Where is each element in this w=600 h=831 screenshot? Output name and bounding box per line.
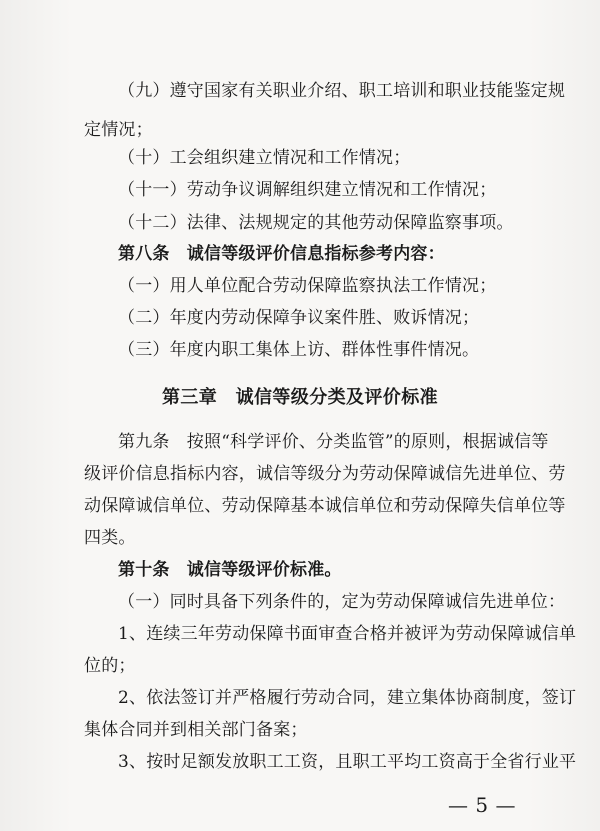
condition-1-line-1: 1、连续三年劳动保障书面审查合格并被评为劳动保障诚信单 bbox=[118, 624, 577, 644]
article-10-item-1: （一）同时具备下列条件的，定为劳动保障诚信先进单位： bbox=[118, 592, 566, 612]
clause-10-line: （十）工会组织建立情况和工作情况； bbox=[118, 148, 411, 168]
page-number: — 5 — bbox=[448, 793, 516, 817]
clause-12-line: （十二）法律、法规规定的其他劳动保障监察事项。 bbox=[118, 213, 514, 233]
article-8-item-3: （三）年度内职工集体上访、群体性事件情况。 bbox=[118, 340, 480, 360]
article-9-line-2: 级评价信息指标内容，诚信等级分为劳动保障诚信先进单位、劳 bbox=[84, 464, 566, 484]
clause-9-line-1: （九）遵守国家有关职业介绍、职工培训和职业技能鉴定规 bbox=[118, 81, 566, 101]
condition-2-line-2: 集体合同并到相关部门备案； bbox=[84, 720, 308, 740]
article-8-heading: 第八条 诚信等级评价信息指标参考内容： bbox=[118, 244, 445, 264]
article-9-line-1: 第九条 按照“科学评价、分类监管”的原则，根据诚信等 bbox=[118, 432, 549, 452]
article-9-line-4: 四类。 bbox=[84, 528, 136, 548]
clause-9-line-2: 定情况； bbox=[84, 120, 153, 140]
clause-11-line: （十一）劳动争议调解组织建立情况和工作情况； bbox=[118, 180, 497, 200]
article-10-heading: 第十条 诚信等级评价标准。 bbox=[118, 560, 342, 580]
condition-2-line-1: 2、依法签订并严格履行劳动合同，建立集体协商制度，签订 bbox=[118, 688, 577, 708]
article-8-item-1: （一）用人单位配合劳动保障监察执法工作情况； bbox=[118, 276, 497, 296]
article-9-line-3: 动保障诚信单位、劳动保障基本诚信单位和劳动保障失信单位等 bbox=[84, 496, 566, 516]
article-8-item-2: （二）年度内劳动保障争议案件胜、败诉情况； bbox=[118, 308, 480, 328]
condition-3-line-1: 3、按时足额发放职工工资，且职工平均工资高于全省行业平 bbox=[118, 752, 577, 772]
chapter-title: 第三章 诚信等级分类及评价标准 bbox=[162, 387, 438, 408]
condition-1-line-2: 位的； bbox=[84, 656, 136, 676]
